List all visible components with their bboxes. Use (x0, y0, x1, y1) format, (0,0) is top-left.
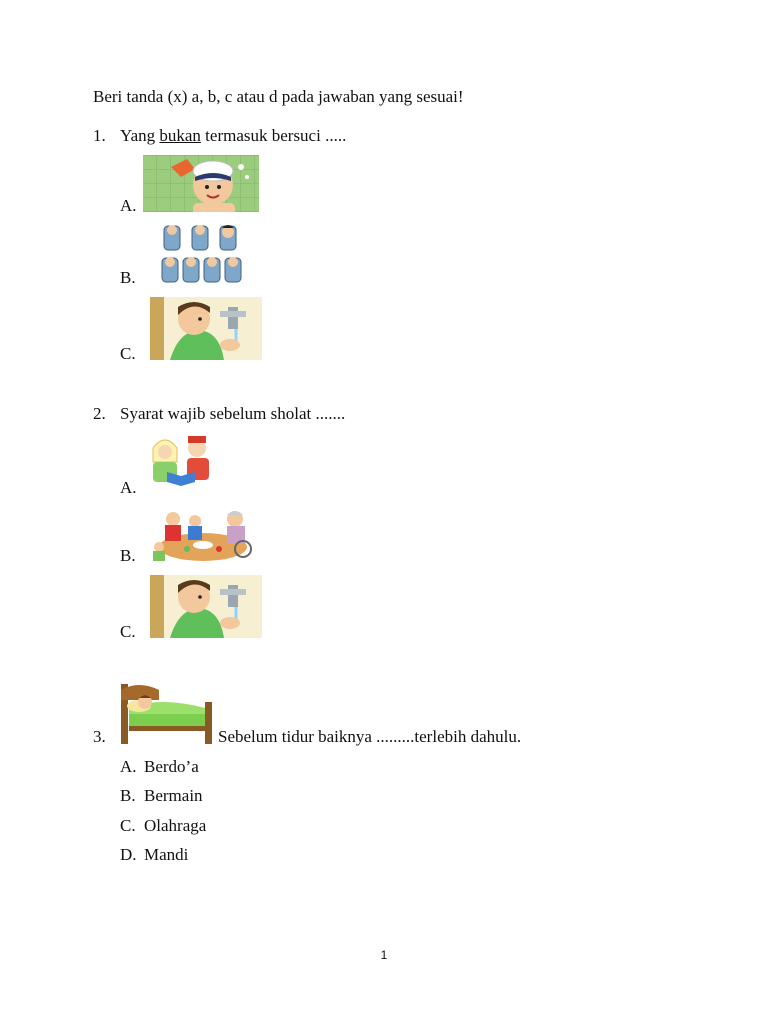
q3-option-d-text: Mandi (144, 845, 189, 864)
q1-option-b-label: B. (120, 268, 136, 287)
question-3-number: 3. (93, 727, 106, 746)
q1-option-c-label: C. (120, 344, 136, 363)
q1-option-c-image-boy-washing-hands (150, 297, 262, 360)
question-1-text: Yang bukan termasuk bersuci ..... (120, 126, 347, 145)
q2-option-a-image-children-reading (145, 432, 217, 492)
q1-option-b-image-wudhu-steps (158, 222, 244, 286)
q2-option-a-label: A. (120, 478, 137, 497)
question-1-underlined-word: bukan (159, 126, 201, 145)
q3-option-d-label: D. (120, 845, 137, 864)
q3-option-b-text: Bermain (144, 786, 203, 805)
question-1-number: 1. (93, 126, 106, 145)
q2-option-c-image-boy-washing-hands (150, 575, 262, 638)
q2-option-c-label: C. (120, 622, 136, 641)
q3-option-b-label: B. (120, 786, 136, 805)
q1-option-a-label: A. (120, 196, 137, 215)
question-2-number: 2. (93, 404, 106, 423)
q3-option-c-label: C. (120, 816, 136, 835)
q2-option-b-label: B. (120, 546, 136, 565)
q3-option-c-text: Olahraga (144, 816, 207, 835)
instruction-text: Beri tanda (x) a, b, c atau d pada jawaban yang sesuai! (93, 87, 464, 106)
q3-option-a-text: Berdo’a (144, 757, 199, 776)
question-2-text: Syarat wajib sebelum sholat ....... (120, 404, 346, 423)
q3-image-child-sleeping-in-bed (119, 680, 215, 744)
question-3-text: Sebelum tidur baiknya .........terlebih dahulu. (218, 727, 522, 746)
q1-option-a-image-boy-bathing (143, 155, 259, 212)
page-number: 1 (380, 948, 388, 962)
q3-option-a-label: A. (120, 757, 137, 776)
q2-option-b-image-family-eating (147, 507, 259, 563)
